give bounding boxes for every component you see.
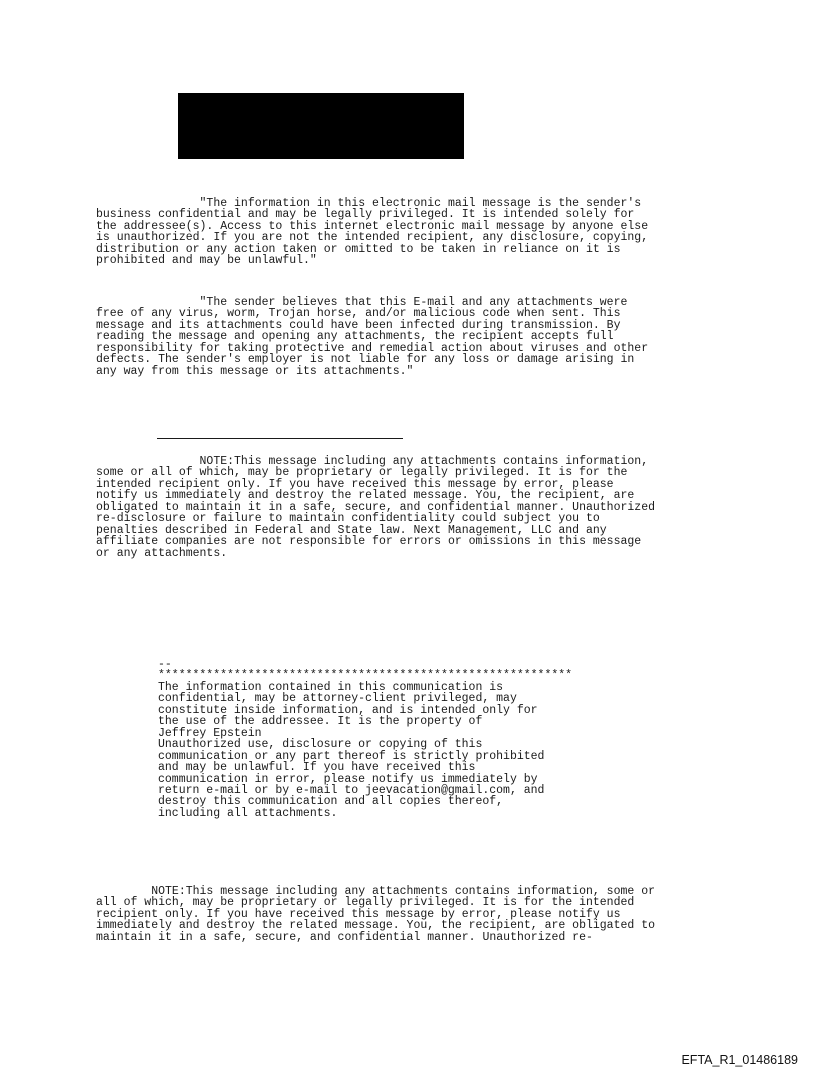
confidential-notice-paragraph: "The information in this electronic mail message is the sender's business confidential and may be legally privileged. It is intended solely for the addressee(s). Access to this internet electronic mail message by anyone else is unauthorized. If you are not the intended recipient, any disclosure, copying, distribution or any action taken or omitted to be taken in reliance on it is prohibited and may be unlawful." [96,197,649,268]
signature-block: -- ************************************************************ The information contained in this communication is confidential, may be attorney-client privileged, may constitute inside information, and is intended only for the use of the addressee. It is the property of Jeffrey Epstein Unauthorized use, disclosure or copying of this communication or any part thereof is strictly prohibited and may be unlawful. If you have received this communication in error, please notify us immediately by return e-mail or by e-mail to jeevacation@gmail.com, and destroy this communication and all copies thereof, including all attachments. [158,658,573,820]
horizontal-divider [157,438,403,439]
note-next-management-paragraph: NOTE:This message including any attachments contains information, some or all of which, may be proprietary or legally privileged. It is for the intended recipient only. If you have received this message by error, please notify us immediately and destroy the related message. You, the recipient, are obligated to maintain it in a safe, secure, and confidential manner. Unauthorized re-disclosure or failure to maintain confidentiality could subject you to penalties described in Federal and State law. Next Management, LLC and any affiliate companies are not responsible for errors or omissions in this message or any attachments. [96,455,655,560]
virus-notice-paragraph: "The sender believes that this E-mail and any attachments were free of any virus, worm, Trojan horse, and/or malicious code when sent. This message and its attachments could have been infected during transmission. By reading the message and opening any attachments, the recipient accepts full responsibility for taking protective and remedial action about viruses and other defects. The sender's employer is not liable for any loss or damage arising in any way from this message or its attachments." [96,296,649,378]
note-repeat-paragraph: NOTE:This message including any attachments contains information, some or all of which, may be proprietary or legally privileged. It is for the intended recipient only. If you have received this message by error, please notify us immediately and destroy the related message. You, the recipient, are obligated to maintain it in a safe, secure, and confidential manner. Unauthorized re- [96,885,655,944]
document-id-footer: EFTA_R1_01486189 [681,1053,798,1067]
redaction-block [178,93,464,159]
